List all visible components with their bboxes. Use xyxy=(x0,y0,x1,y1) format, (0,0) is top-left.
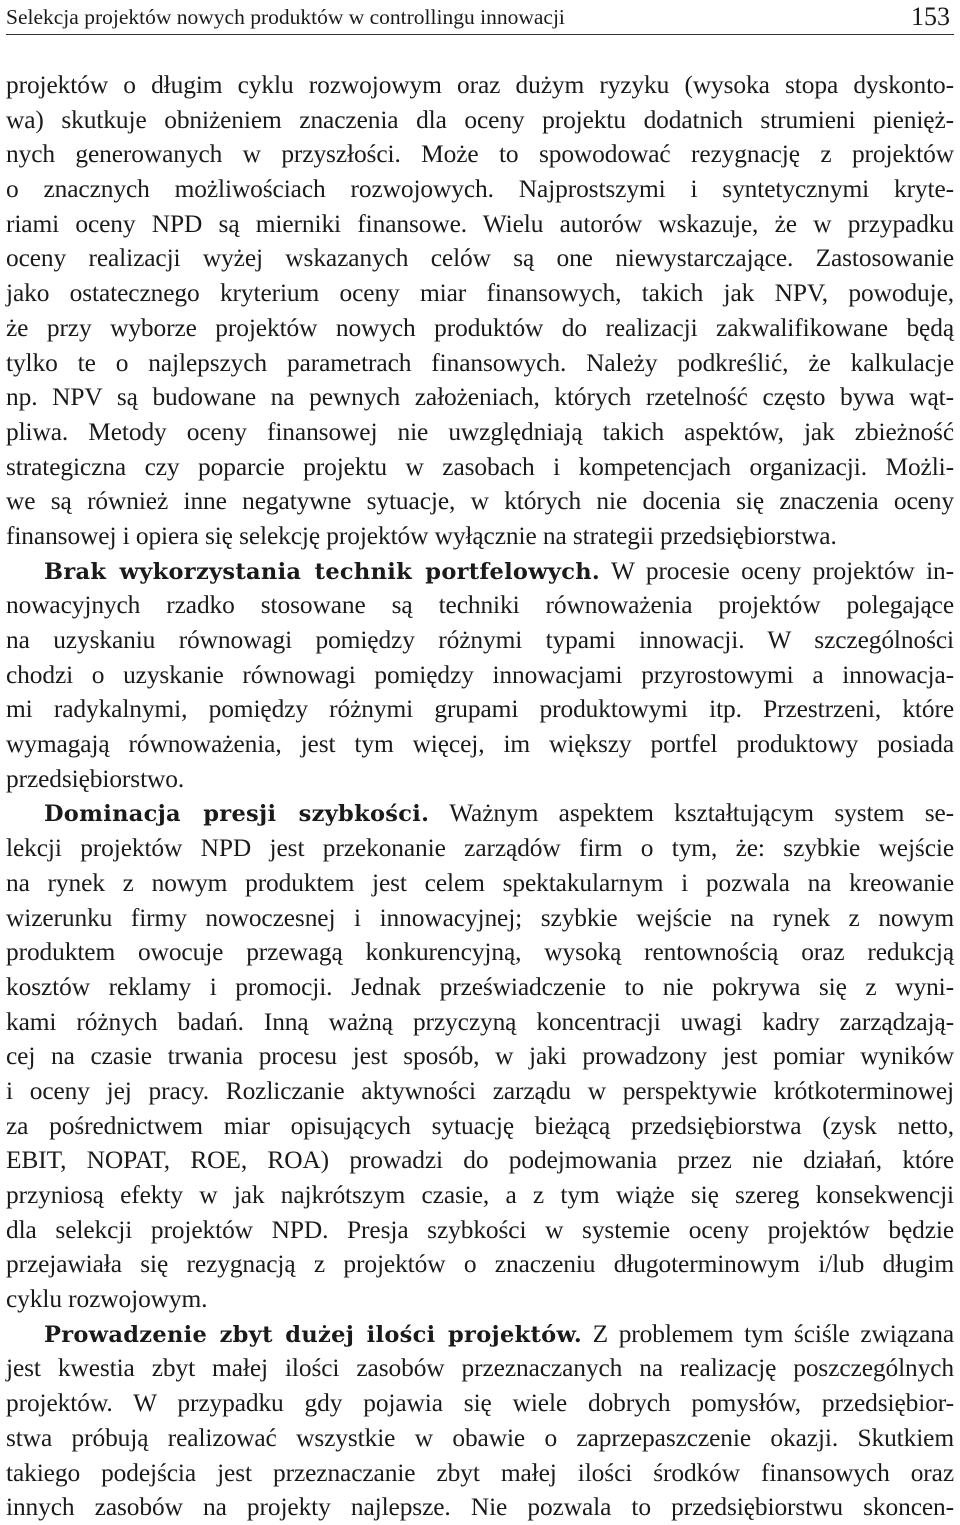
text-line xyxy=(6,831,954,866)
line-text: wa) skutkuje obniżeniem znaczenia dla oceny projektu dodatnich strumieni pienięż- xyxy=(6,105,954,134)
line-text: i oceny jej pracy. Rozliczanie aktywności zarządu w perspektywie krótkoterminowej xyxy=(6,1076,954,1105)
line-text: na uzyskaniu równowagi pomiędzy różnymi typami innowacji. W szczególności xyxy=(6,626,954,654)
line-text: że przy wyborze projektów nowych produktów do realizacji zakwalifikowane będą xyxy=(6,313,954,342)
text-line xyxy=(6,1213,954,1248)
text-line xyxy=(6,207,954,242)
line-text: projektów o długim cyklu rozwojowym oraz dużym ryzyku (wysoka stopa dyskonto- xyxy=(6,71,954,99)
text-line xyxy=(6,484,954,519)
line-text: produktem owocuje przewagą konkurencyjną, wysoką rentownością oraz redukcją xyxy=(6,938,954,967)
line-text: finansowej i opiera się selekcję projektów wyłącznie na strategii przedsiębiorstwa. xyxy=(6,521,837,550)
text-line xyxy=(6,276,954,311)
line-text: stwa próbują realizować wszystkie w obawie o zaprzepaszczenie okazji. Skutkiem xyxy=(6,1423,954,1452)
line-text: nych generowanych w przyszłości. Może to spowodować rezygnację z projektów xyxy=(6,140,954,169)
text-line xyxy=(6,68,954,103)
line-text: przejawiała się rezygnacją z projektów o znaczeniu długoterminowym i/lub długim xyxy=(6,1250,954,1279)
text-line xyxy=(6,1351,954,1386)
text-line xyxy=(6,1456,954,1491)
text-line xyxy=(6,970,954,1005)
text-line xyxy=(6,727,954,762)
line-text: np. NPV są budowane na pewnych założeniach, których rzetelność często bywa wąt- xyxy=(6,383,954,412)
text-line xyxy=(6,172,954,207)
running-header-title: Selekcja projektów nowych produktów w controllingu innowacji xyxy=(6,4,565,29)
text-line xyxy=(6,901,954,936)
text-line xyxy=(6,554,954,589)
running-header xyxy=(6,0,954,35)
text-line xyxy=(6,137,954,172)
text-line xyxy=(6,1386,954,1421)
line-text: projektów. W przypadku gdy pojawia się wiele dobrych pomysłów, przedsiębior- xyxy=(6,1389,954,1418)
body-text xyxy=(6,68,954,1525)
text-line xyxy=(6,1247,954,1282)
text-line xyxy=(6,1421,954,1456)
line-text: tylko te o najlepszych parametrach finansowych. Należy podkreślić, że kalkulacje xyxy=(6,348,954,377)
text-line xyxy=(6,1317,954,1352)
text-line xyxy=(6,762,954,797)
line-text: wizerunku firmy nowoczesnej i innowacyjnej; szybkie wejście na rynek z nowym xyxy=(6,903,954,932)
line-text: przyniosą efekty w jak najkrótszym czasie, a z tym wiąże się szereg konsekwencji xyxy=(6,1181,954,1209)
line-text: Ważnym aspektem kształtującym system se- xyxy=(429,799,954,828)
line-text: takiego podejścia jest przeznaczanie zbyt małej ilości środków finansowych oraz xyxy=(6,1458,954,1487)
line-text: jest kwestia zbyt małej ilości zasobów przeznaczanych na realizację poszczególnych xyxy=(6,1354,954,1383)
text-line xyxy=(6,1005,954,1040)
paragraph-lead-heading: Dominacja presji szybkości. xyxy=(44,801,430,828)
line-text: kami różnych badań. Inną ważną przyczyną koncentracji uwagi kadry zarządzają- xyxy=(6,1007,954,1036)
line-text: przedsiębiorstwo. xyxy=(6,764,185,793)
paragraph-lead-heading: Brak wykorzystania technik portfelowych. xyxy=(44,558,601,585)
line-text: we są również inne negatywne sytuacje, w których nie docenia się znaczenia oceny xyxy=(6,487,954,516)
text-line xyxy=(6,1282,954,1317)
text-line xyxy=(6,103,954,138)
line-text: EBIT, NOPAT, ROE, ROA) prowadzi do podejmowania przez nie działań, które xyxy=(6,1146,954,1175)
text-line xyxy=(6,1109,954,1144)
text-line xyxy=(6,346,954,381)
text-line xyxy=(6,623,954,658)
line-text: za pośrednictwem miar opisujących sytuację bieżącą przedsiębiorstwa (zysk netto, xyxy=(6,1111,954,1140)
text-line xyxy=(6,380,954,415)
text-line xyxy=(6,311,954,346)
text-line xyxy=(6,450,954,485)
line-text: pliwa. Metody oceny finansowej nie uwzględniają takich aspektów, jak zbieżność xyxy=(6,417,954,446)
text-line xyxy=(6,1143,954,1178)
line-text: innych zasobów na projekty najlepsze. Nie pozwala to przedsiębiorstwu skoncen- xyxy=(6,1493,954,1522)
line-text: Z problemem tym ściśle związana xyxy=(582,1319,955,1348)
line-text: kosztów reklamy i promocji. Jednak przeświadczenie to nie pokrywa się z wyni- xyxy=(6,972,954,1001)
text-line xyxy=(6,1074,954,1109)
line-text: oceny realizacji wyżej wskazanych celów są one niewystarczające. Zastosowanie xyxy=(6,244,954,273)
line-text: cyklu rozwojowym. xyxy=(6,1285,208,1314)
line-text: cej na czasie trwania procesu jest sposób, w jaki prowadzony jest pomiar wyników xyxy=(6,1042,954,1071)
line-text: dla selekcji projektów NPD. Presja szybkości w systemie oceny projektów będzie xyxy=(6,1215,954,1244)
text-line xyxy=(6,935,954,970)
text-line xyxy=(6,1039,954,1074)
paragraph-lead-heading: Prowadzenie zbyt dużej ilości projektów. xyxy=(44,1321,582,1348)
line-text: jako ostatecznego kryterium oceny miar finansowych, takich jak NPV, powoduje, xyxy=(6,279,954,308)
text-line xyxy=(6,1490,954,1525)
line-text: nowacyjnych rzadko stosowane są techniki równoważenia projektów polegające xyxy=(6,591,954,620)
line-text: chodzi o uzyskanie równowagi pomiędzy innowacjami przyrostowymi a innowacja- xyxy=(6,660,954,689)
text-line xyxy=(6,866,954,901)
text-line xyxy=(6,415,954,450)
text-line xyxy=(6,692,954,727)
line-text: wymagają równoważenia, jest tym więcej, im większy portfel produktowy posiada xyxy=(6,730,954,759)
text-line xyxy=(6,588,954,623)
line-text: na rynek z nowym produktem jest celem spektakularnym i pozwala na kreowanie xyxy=(6,868,954,897)
text-line xyxy=(6,241,954,276)
text-line xyxy=(6,658,954,693)
text-line xyxy=(6,796,954,831)
line-text: lekcji projektów NPD jest przekonanie zarządów firm o tym, że: szybkie wejście xyxy=(6,834,954,863)
line-text: o znacznych możliwościach rozwojowych. Najprostszymi i syntetycznymi kryte- xyxy=(6,175,954,204)
text-line xyxy=(6,1178,954,1213)
line-text: riami oceny NPD są mierniki finansowe. Wielu autorów wskazuje, że w przypadku xyxy=(6,209,954,238)
text-line xyxy=(6,519,954,554)
line-text: W procesie oceny projektów in- xyxy=(600,556,954,585)
line-text: mi radykalnymi, pomiędzy różnymi grupami produktowymi itp. Przestrzeni, które xyxy=(6,695,954,724)
page-number: 153 xyxy=(911,2,950,31)
line-text: strategiczna czy poparcie projektu w zasobach i kompetencjach organizacji. Możli- xyxy=(6,452,954,481)
